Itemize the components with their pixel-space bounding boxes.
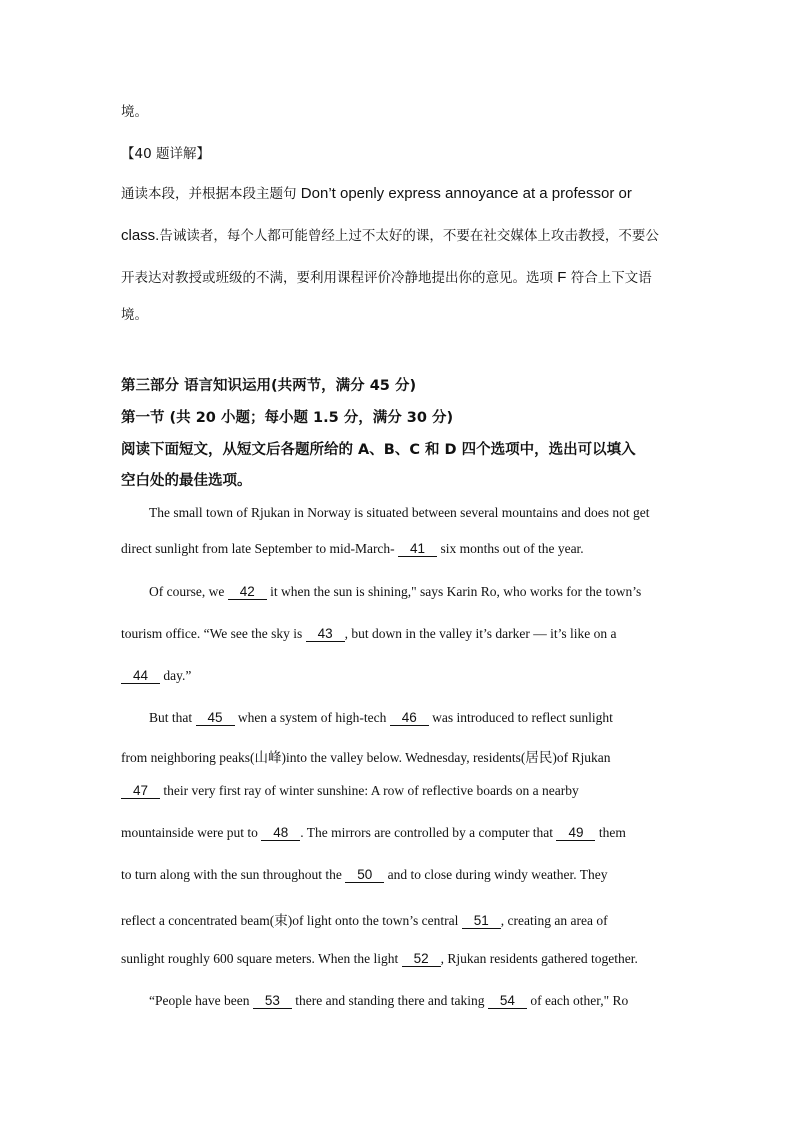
passage-text: , creating an area of bbox=[500, 913, 608, 928]
detail-quote: Don’t openly express annoyance at a professor or bbox=[300, 185, 632, 202]
option-letter: F bbox=[557, 269, 567, 286]
passage-line: from neighboring peaks(山峰)into the valley below. Wednesday, residents(居民)of Rjukan bbox=[121, 750, 611, 765]
passage-text: was introduced to reflect sunlight bbox=[428, 710, 613, 725]
passage-text: there and standing there and taking bbox=[291, 993, 488, 1008]
blank-51: 51 bbox=[462, 914, 501, 929]
passage-line bbox=[121, 909, 608, 929]
passage-line bbox=[121, 668, 191, 684]
detail-heading: 【40 题详解】 bbox=[121, 146, 210, 162]
blank-41: 41 bbox=[398, 542, 437, 557]
detail-text: 开表达对教授或班级的不满，要利用课程评价冷静地提出你的意见。选项 bbox=[121, 270, 558, 286]
passage-text: “People have been bbox=[149, 993, 253, 1008]
passage-text: sunlight roughly 600 square meters. When the light bbox=[121, 951, 402, 966]
blank-52: 52 bbox=[402, 952, 441, 967]
passage-line bbox=[121, 951, 638, 967]
blank-46: 46 bbox=[390, 711, 429, 726]
passage-text: when a system of high-tech bbox=[234, 710, 390, 725]
detail-line-3 bbox=[121, 266, 652, 287]
blank-42: 42 bbox=[228, 585, 267, 600]
detail-line-2 bbox=[121, 224, 659, 245]
instructions-line-1: 阅读下面短文，从短文后各题所给的 A、B、C 和 D 四个选项中，选出可以填入 bbox=[121, 442, 636, 458]
passage-text: to turn along with the sun throughout the bbox=[121, 867, 346, 882]
passage-text: But that bbox=[149, 710, 196, 725]
part-title: 第三部分 语言知识运用(共两节，满分 45 分) bbox=[121, 378, 417, 394]
detail-text: 符合上下文语 bbox=[566, 270, 652, 286]
passage-text: , but down in the valley it’s darker — it’s like on a bbox=[344, 626, 617, 641]
passage-text: and to close during windy weather. They bbox=[384, 867, 608, 882]
passage-line bbox=[149, 993, 628, 1009]
passage-line bbox=[121, 626, 616, 642]
passage-text: Of course, we bbox=[149, 584, 228, 599]
detail-text: 告诫读者，每个人都可能曾经上过不太好的课，不要在社交媒体上攻击教授，不要公 bbox=[159, 228, 659, 244]
detail-line-4: 境。 bbox=[121, 307, 148, 323]
passage-line bbox=[121, 541, 584, 557]
detail-line-1 bbox=[121, 182, 632, 203]
passage-text: day.” bbox=[160, 668, 192, 683]
passage-line: The small town of Rjukan in Norway is situated between several mountains and does not get bbox=[149, 505, 650, 520]
passage-line bbox=[121, 783, 579, 799]
blank-43: 43 bbox=[306, 627, 345, 642]
blank-47: 47 bbox=[121, 784, 160, 799]
blank-48: 48 bbox=[261, 826, 300, 841]
passage-text: reflect a concentrated beam(束)of light onto the town’s central bbox=[121, 913, 462, 928]
passage-text: six months out of the year. bbox=[437, 541, 584, 556]
passage-text: , Rjukan residents gathered together. bbox=[440, 951, 638, 966]
passage-line bbox=[149, 584, 641, 600]
previous-answer-ending: 境。 bbox=[121, 104, 148, 120]
passage-line bbox=[121, 825, 626, 841]
passage-text: tourism office. “We see the sky is bbox=[121, 626, 306, 641]
passage-text: direct sunlight from late September to mid-March- bbox=[121, 541, 399, 556]
detail-text: 通读本段，并根据本段主题句 bbox=[121, 186, 301, 202]
blank-54: 54 bbox=[488, 994, 527, 1009]
passage-text: their very first ray of winter sunshine: A row of reflective boards on a nearby bbox=[160, 783, 579, 798]
blank-53: 53 bbox=[253, 994, 292, 1009]
section-title: 第一节 (共 20 小题；每小题 1.5 分，满分 30 分) bbox=[121, 410, 454, 426]
passage-text: it when the sun is shining," says Karin Ro, who works for the town’s bbox=[266, 584, 642, 599]
blank-49: 49 bbox=[556, 826, 595, 841]
passage-line bbox=[149, 710, 613, 726]
detail-quote-end: class. bbox=[121, 227, 160, 244]
instructions-line-2: 空白处的最佳选项。 bbox=[121, 473, 252, 489]
blank-50: 50 bbox=[345, 868, 384, 883]
passage-text: of each other," Ro bbox=[526, 993, 629, 1008]
passage-line bbox=[121, 867, 607, 883]
passage-text: them bbox=[595, 825, 626, 840]
passage-text: . The mirrors are controlled by a computer that bbox=[300, 825, 557, 840]
blank-44: 44 bbox=[121, 669, 160, 684]
blank-45: 45 bbox=[196, 711, 235, 726]
passage-text: mountainside were put to bbox=[121, 825, 262, 840]
